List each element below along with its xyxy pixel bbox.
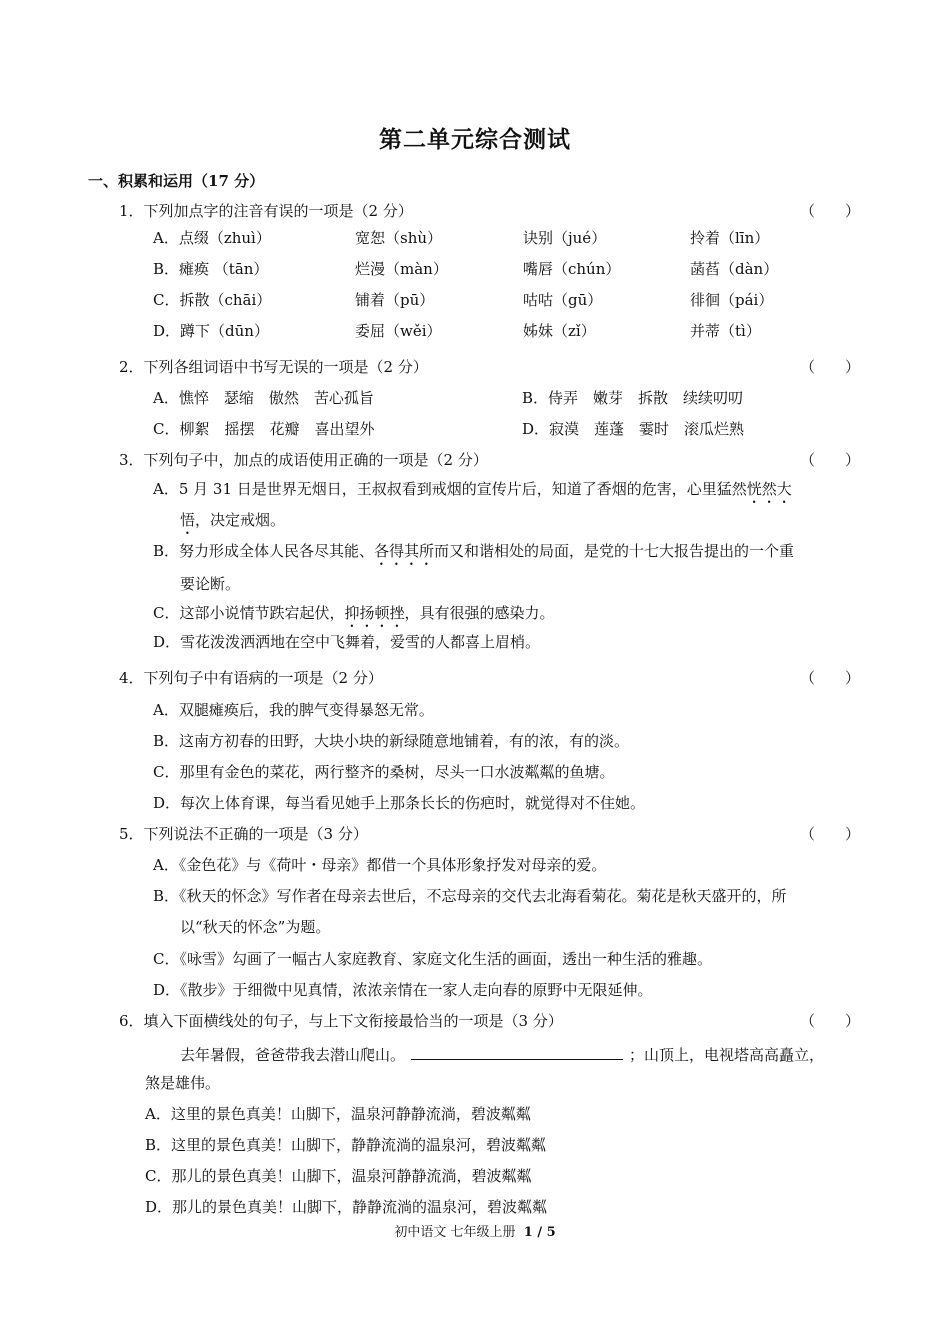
q6-option-d: D．那儿的景色真美！山脚下，静静流淌的温泉河，碧波粼粼 — [145, 1198, 548, 1216]
question-5-stem: 5．下列说法不正确的一项是（3 分） — [119, 825, 368, 843]
q1-a-1: A．点缀（zhuì） — [153, 229, 271, 247]
q1-c-2: 铺着（pū） — [355, 291, 435, 309]
answer-paren-1: （ ） — [800, 202, 861, 220]
q6-passage-line2: 煞是雄伟。 — [145, 1074, 221, 1092]
dotted-idiom: 各得其所 — [374, 542, 435, 560]
answer-paren-3: （ ） — [800, 451, 861, 469]
q5-option-c: C．《咏雪》勾画了一幅古人家庭教育、家庭文化生活的画面，透出一种生活的雅趣。 — [153, 950, 712, 968]
q6-passage-line1: 去年暑假，爸爸带我去潜山爬山。 ；山顶上，电视塔高高矗立， — [180, 1046, 825, 1064]
q6-option-c: C．那儿的景色真美！山脚下，温泉河静静流淌，碧波粼粼 — [145, 1167, 532, 1185]
q1-d-1: D．蹲下（dūn） — [153, 322, 269, 340]
q1-b-3: 嘴唇（chún） — [523, 260, 621, 278]
q3-option-a-line1: A．5 月 31 日是世界无烟日，王叔叔看到戒烟的宣传片后，知道了香烟的危害，心里猛然恍然大 — [153, 480, 792, 498]
q5-option-d: D．《散步》于细微中见真情，浓浓亲情在一家人走向春的原野中无限延伸。 — [153, 981, 653, 999]
answer-paren-4: （ ） — [800, 669, 861, 687]
section-heading: 一、积累和运用（17 分） — [88, 172, 265, 190]
question-4-stem: 4．下列句子中有语病的一项是（2 分） — [119, 669, 383, 687]
q6-option-a: A．这里的景色真美！山脚下，温泉河静静流淌，碧波粼粼 — [145, 1105, 531, 1123]
q3-option-a-line2: 悟，决定戒烟。 — [180, 511, 286, 529]
q1-c-4: 徘徊（pái） — [690, 291, 774, 309]
q4-option-a: A．双腿瘫痪后，我的脾气变得暴怒无常。 — [153, 701, 434, 719]
q3-option-b-line2: 要论断。 — [180, 575, 241, 593]
answer-paren-2: （ ） — [800, 358, 861, 376]
dotted-idiom: 恍然大 — [746, 480, 792, 498]
q1-c-3: 咕咕（gū） — [523, 291, 603, 309]
q1-a-2: 宽恕（shù） — [355, 229, 443, 247]
q5-option-a: A．《金色花》与《荷叶・母亲》都借一个具体形象抒发对母亲的爱。 — [153, 856, 607, 874]
fill-in-blank — [411, 1045, 623, 1060]
q1-b-1: B．瘫痪 （tān） — [153, 260, 269, 278]
page-title: 第二单元综合测试 — [379, 126, 571, 153]
q2-option-a: A．憔悴 瑟缩 傲然 苦心孤旨 — [153, 389, 374, 407]
q1-d-3: 姊妹（zǐ） — [523, 322, 596, 340]
q6-option-b: B．这里的景色真美！山脚下，静静流淌的温泉河，碧波粼粼 — [145, 1136, 547, 1154]
q5-option-b-line2: 以“秋天的怀念”为题。 — [180, 918, 331, 936]
answer-paren-6: （ ） — [800, 1012, 861, 1030]
q4-option-b: B．这南方初春的田野，大块小块的新绿随意地铺着，有的浓，有的淡。 — [153, 732, 630, 750]
q4-option-c: C．那里有金色的菜花，两行整齐的桑树，尽头一口水波粼粼的鱼塘。 — [153, 763, 615, 781]
q3-option-c: C．这部小说情节跌宕起伏，抑扬顿挫，具有很强的感染力。 — [153, 604, 555, 622]
q3-option-b-line1: B．努力形成全体人民各尽其能、各得其所而又和谐相处的局面，是党的十七大报告提出的一个重 — [153, 542, 795, 560]
page-footer: 初中语文 七年级上册 1 / 5 — [394, 1225, 556, 1240]
q5-option-b-line1: B．《秋天的怀念》写作者在母亲去世后，不忘母亲的交代去北海看菊花。菊花是秋天盛开的，所 — [153, 887, 787, 905]
dotted-idiom: 抑扬顿挫 — [344, 604, 405, 622]
q1-d-2: 委屈（wěi） — [355, 322, 442, 340]
page-number: 1 / 5 — [523, 1225, 556, 1240]
q3-option-d: D．雪花泼泼洒洒地在空中飞舞着，爱雪的人都喜上眉梢。 — [153, 633, 541, 651]
answer-paren-5: （ ） — [800, 825, 861, 843]
question-1-stem: 1．下列加点字的注音有误的一项是（2 分） — [119, 202, 413, 220]
dotted-idiom-end: 悟 — [180, 511, 196, 529]
q1-b-4: 菡萏（dàn） — [690, 260, 779, 278]
question-3-stem: 3．下列句子中，加点的成语使用正确的一项是（2 分） — [119, 451, 488, 469]
q2-option-c: C．柳絮 摇摆 花瓣 喜出望外 — [153, 420, 375, 438]
question-6-stem: 6．填入下面横线处的句子，与上下文衔接最恰当的一项是（3 分） — [119, 1012, 563, 1030]
q2-option-b: B．侍弄 嫩芽 拆散 续续叨叨 — [522, 389, 744, 407]
q2-option-d: D．寂漠 莲蓬 霎时 滚瓜烂熟 — [522, 420, 745, 438]
q1-d-4: 并蒂（tì） — [690, 322, 761, 340]
question-2-stem: 2．下列各组词语中书写无误的一项是（2 分） — [119, 358, 428, 376]
q1-b-2: 烂漫（màn） — [355, 260, 448, 278]
q1-c-1: C．拆散（chāi） — [153, 291, 272, 309]
q4-option-d: D．每次上体育课，每当看见她手上那条长长的伤疤时，就觉得对不住她。 — [153, 794, 646, 812]
q1-a-4: 拎着（līn） — [690, 229, 770, 247]
q1-a-3: 诀别（jué） — [523, 229, 607, 247]
